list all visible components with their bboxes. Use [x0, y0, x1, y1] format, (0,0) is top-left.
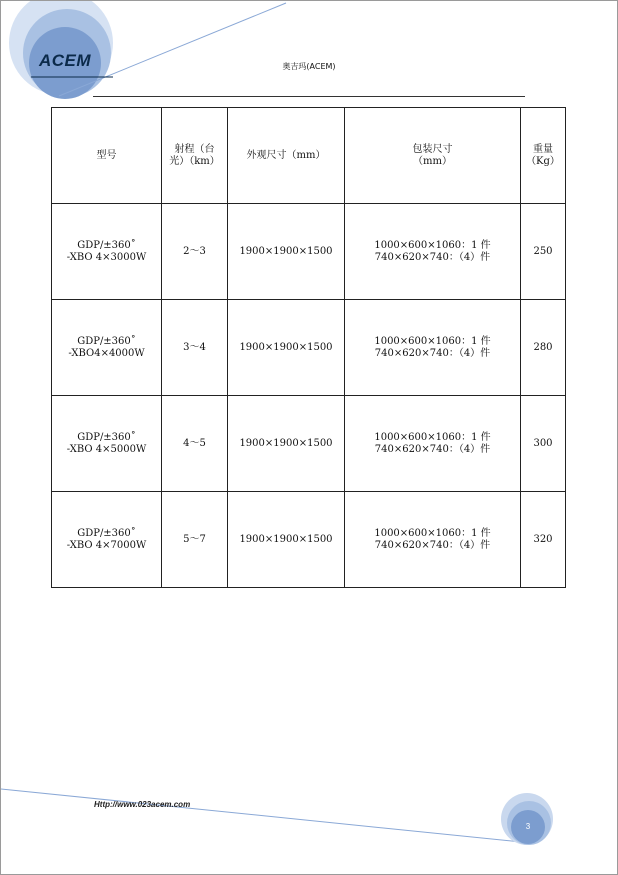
footer-website-link[interactable]: Http://www.023acem.com — [94, 800, 191, 809]
header-dimensions: 外观尺寸（mm） — [228, 108, 345, 204]
cell-weight: 250 — [521, 204, 566, 300]
page-number: 3 — [525, 822, 531, 831]
cell-range: 3～4 — [162, 300, 228, 396]
cell-range: 5～7 — [162, 492, 228, 588]
cell-package: 1000×600×1060：1 件 740×620×740：（4）件 — [345, 300, 521, 396]
cell-dimensions: 1900×1900×1500 — [228, 396, 345, 492]
table-row — [52, 300, 566, 396]
cell-model: GDP/±360˚ -XBO4×4000W — [52, 300, 162, 396]
cell-dimensions: 1900×1900×1500 — [228, 492, 345, 588]
cell-range: 4～5 — [162, 396, 228, 492]
header-decoration — [1, 1, 617, 111]
table-row — [52, 204, 566, 300]
decor-footer-line — [1, 789, 531, 843]
cell-model: GDP/±360˚ -XBO 4×5000W — [52, 396, 162, 492]
table-row — [52, 396, 566, 492]
spec-table — [51, 107, 566, 588]
page-header-title: 奥吉玛(ACEM) — [282, 62, 336, 71]
header-package: 包装尺寸 （mm） — [345, 108, 521, 204]
header-model: 型号 — [52, 108, 162, 204]
cell-weight: 280 — [521, 300, 566, 396]
cell-package: 1000×600×1060：1 件 740×620×740：（4）件 — [345, 204, 521, 300]
table-header-row — [52, 108, 566, 204]
cell-model: GDP/±360˚ -XBO 4×7000W — [52, 492, 162, 588]
acem-logo: ACEM — [39, 51, 92, 70]
cell-package: 1000×600×1060：1 件 740×620×740：（4）件 — [345, 492, 521, 588]
cell-dimensions: 1900×1900×1500 — [228, 204, 345, 300]
cell-range: 2～3 — [162, 204, 228, 300]
table-row — [52, 492, 566, 588]
cell-model: GDP/±360˚ -XBO 4×3000W — [52, 204, 162, 300]
header-range: 射程（台 光）（km） — [162, 108, 228, 204]
header-weight: 重量 （Kg） — [521, 108, 566, 204]
cell-package: 1000×600×1060：1 件 740×620×740：（4）件 — [345, 396, 521, 492]
cell-dimensions: 1900×1900×1500 — [228, 300, 345, 396]
cell-weight: 320 — [521, 492, 566, 588]
cell-weight: 300 — [521, 396, 566, 492]
header-rule — [93, 96, 525, 97]
